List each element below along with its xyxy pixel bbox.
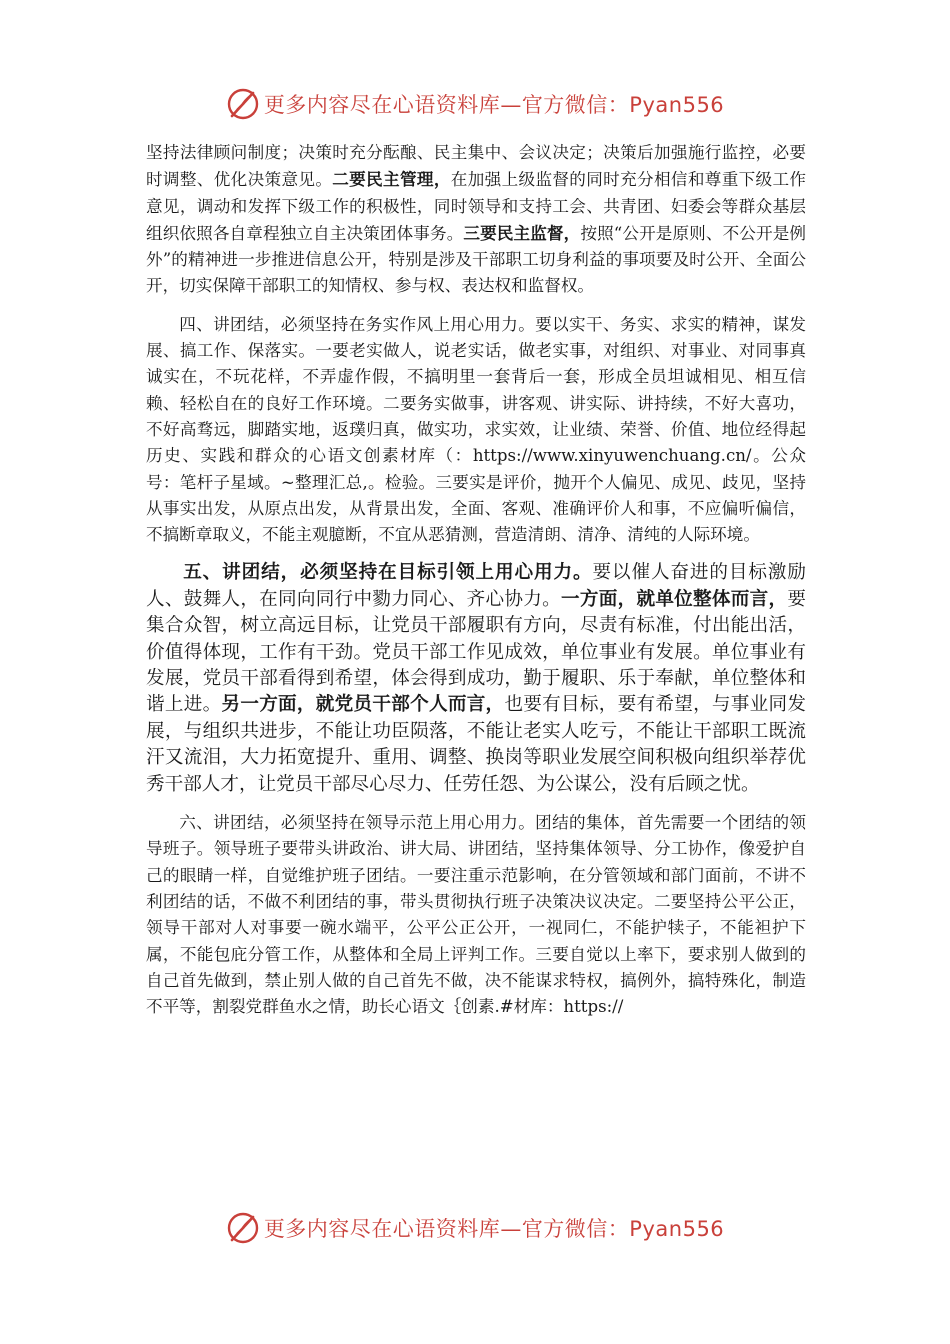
quill-logo-icon [226,1211,260,1245]
document-body [146,140,806,1032]
footer-watermark [0,1208,950,1248]
header-watermark [0,84,950,124]
watermark-text: 更多内容尽在心语资料库—官方微信：Pyan556 [263,1217,725,1241]
paragraph-goal-guidance: 五、讲团结，必须坚持在目标引领上用心用力。要以催人奋进的目标激励人、鼓舞人，在同向同行中勠力同心、齐心协力。一方面，就单位整体而言，要集合众智，树立高远目标，让党员干部履职有方向，尽责有标准，付出能出活，价值得体现，工作有干劲。党员干部工作见成效，单位事业有发展。单位事业有发展，党员干部看得到希望，体会得到成功，勤于履职、乐于奉献，单位整体和谐上进。另一方面，就党员干部个人而言，也要有目标，要有希望，与事业同发展，与组织共进步，不能让功臣陨落，不能让老实人吃亏，不能让干部职工既流汗又流泪，大力拓宽提升、重用、调整、换岗等职业发展空间积极向组织举荐优秀干部人才，让党员干部尽心尽力、任劳任怨、为公谋公，没有后顾之忧。 [146,562,806,795]
quill-logo-icon [226,87,260,121]
paragraph-practical-style: 四、讲团结，必须坚持在务实作风上用心用力。要以实干、务实、求实的精神，谋发展、搞工作、保落实。一要老实做人，说老实话，做老实事，对组织、对事业、对同事真诚实在，不玩花样，不弄虚作假，不搞明里一套背后一套，形成全员坦诚相见、相互信赖、轻松自在的良好工作环境。二要务实做事，讲客观、讲实际、讲持续，不好大喜功，不好高骛远，脚踏实地，返璞归真，做实功，求实效，让业绩、荣誉、价值、地位经得起历史、实践和群众的心语文创素材库（：https://www.xinyuwenchuang.cn/。公众号：笔杆子星域。~整理汇总,。检验。三要实是评价，抛开个人偏见、成见、歧见，坚持从事实出发，从原点出发，从背景出发，全面、客观、准确评价人和事，不应偏听偏信，不搞断章取义，不能主观臆断，不宜从恶猜测，营造清朗、清净、清纯的人际环境。 [146,314,806,545]
watermark-text: 更多内容尽在心语资料库—官方微信：Pyan556 [263,93,725,117]
paragraph-democratic-management: 坚持法律顾问制度；决策时充分酝酿、民主集中、会议决定；决策后加强施行监控，必要时调整、优化决策意见。二要民主管理，在加强上级监督的同时充分相信和尊重下级工作意见，调动和发挥下级工作的积极性，同时领导和支持工会、共青团、妇委会等群众基层组织依照各自章程独立自主决策团体事务。三要民主监督，按照“公开是原则、不公开是例外”的精神进一步推进信息公开，特别是涉及干部职工切身利益的事项要及时公开、全面公开，切实保障干部职工的知情权、参与权、表达权和监督权。 [146,143,807,296]
paragraph-leadership-example: 六、讲团结，必须坚持在领导示范上用心用力。团结的集体，首先需要一个团结的领导班子。领导班子要带头讲政治、讲大局、讲团结，坚持集体领导、分工协作，像爱护自己的眼睛一样，自觉维护班子团结。一要注重示范影响，在分管领域和部门面前，不讲不利团结的话，不做不利团结的事，带头贯彻执行班子决策决议决定。二要坚持公平公正，领导干部对人对事要一碗水端平，公平公正公开，一视同仁，不能护犊子，不能袒护下属，不能包庇分管工作，从整体和全局上评判工作。三要自觉以上率下，要求别人做到的自己首先做到，禁止别人做的自己首先不做，决不能谋求特权，搞例外，搞特殊化，制造不平等，割裂党群鱼水之情，助长心语文｛创素.#材库：https:// [146,813,806,1017]
